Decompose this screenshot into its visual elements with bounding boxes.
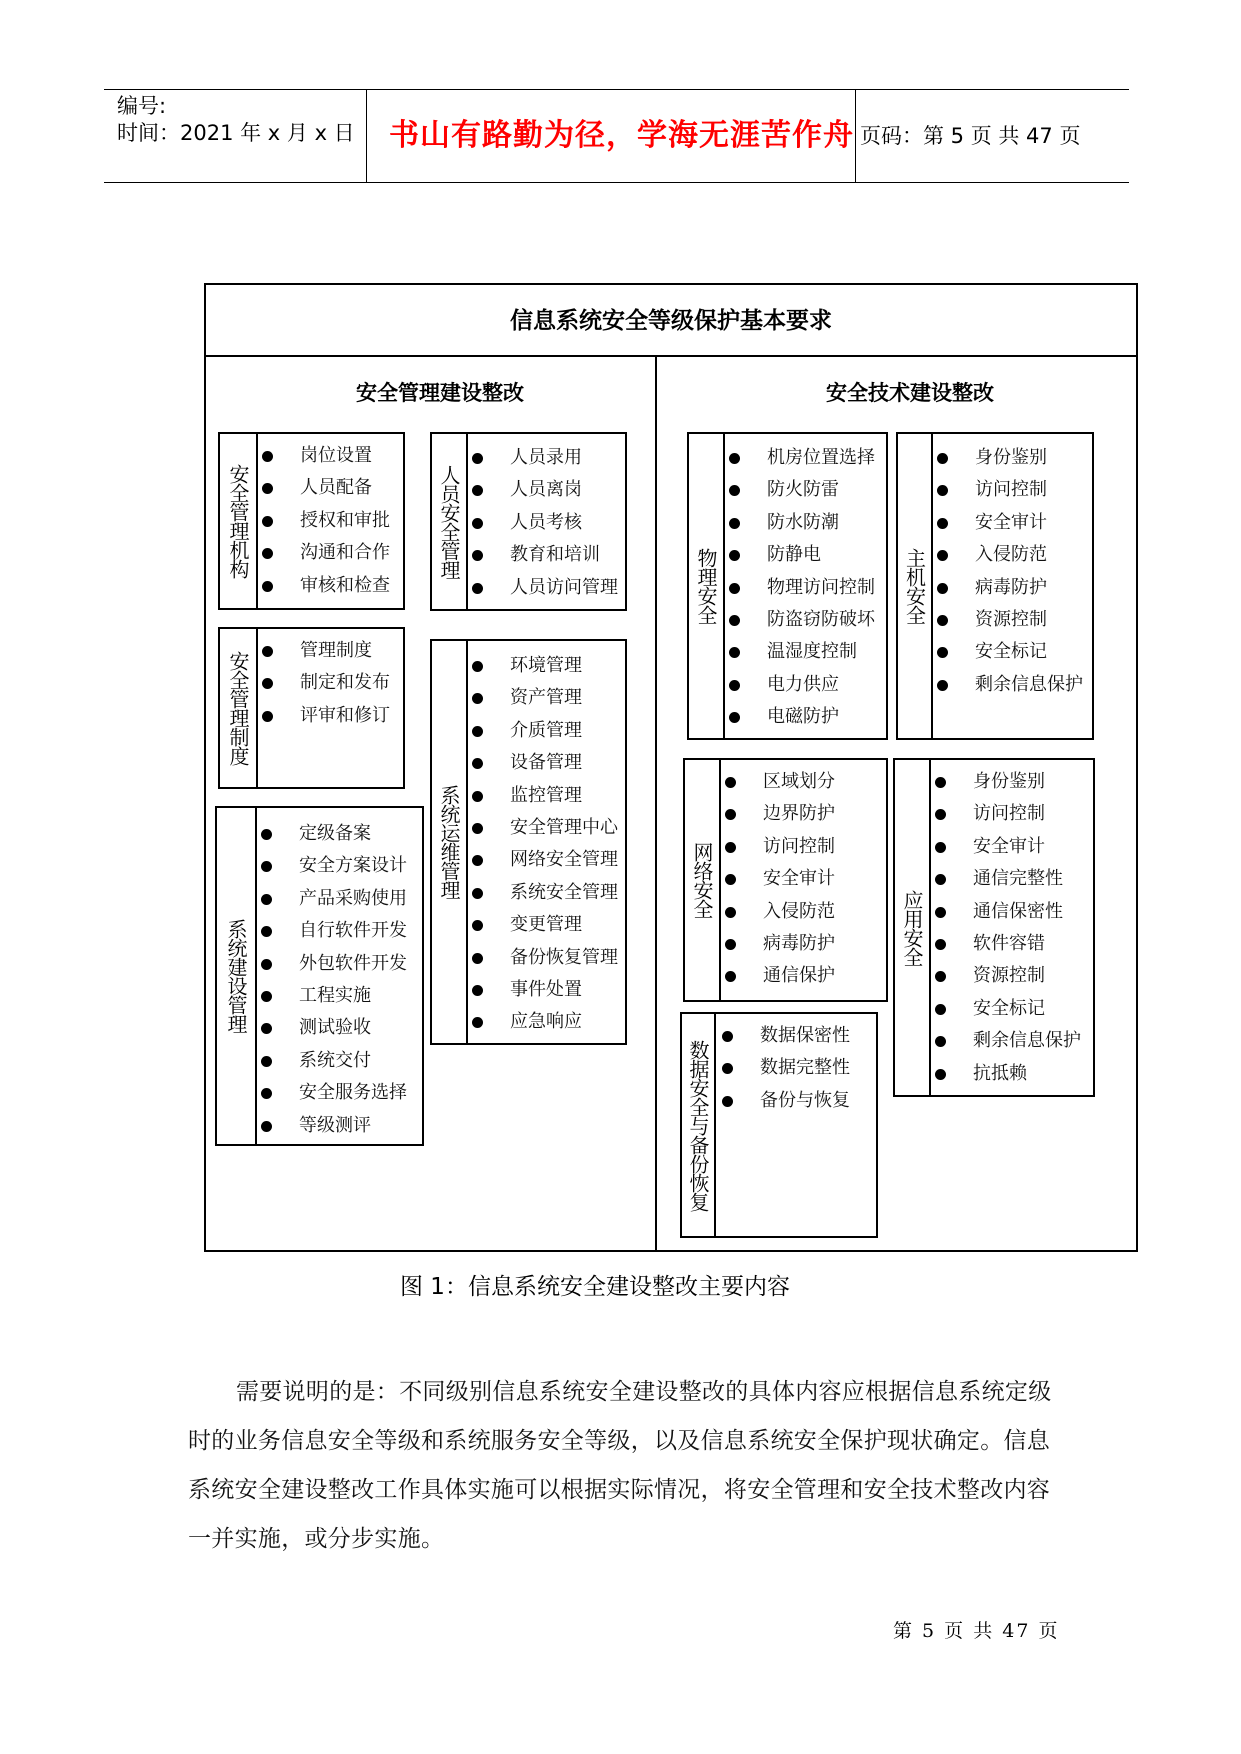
box-security-management-org: 安全管理机构 岗位设置 人员配备 授权和审批 沟通和合作 审核和检查 bbox=[218, 432, 405, 610]
header-divider-left bbox=[366, 89, 367, 182]
box-label: 数据安全与备份恢复 bbox=[686, 1039, 710, 1211]
box-application-security: 应用安全 身份鉴别 访问控制 安全审计 通信完整性 通信保密性 软件容错 资源控制 安全标记 剩余信息保护 抗抵赖 bbox=[893, 758, 1095, 1097]
header-bottom-rule bbox=[104, 182, 1129, 183]
diagram-title-rule bbox=[204, 355, 1138, 357]
box-label: 系统建设管理 bbox=[224, 919, 248, 1033]
box-label: 物理安全 bbox=[694, 548, 718, 624]
box-label: 安全管理制度 bbox=[226, 651, 250, 765]
box-personnel-security-management: 人员安全管理 人员录用 人员离岗 人员考核 教育和培训 人员访问管理 bbox=[430, 432, 627, 611]
box-physical-security: 物理安全 机房位置选择 防火防雷 防水防潮 防静电 物理访问控制 防盗窃防破坏 温湿度控制 电力供应 电磁防护 bbox=[687, 432, 888, 740]
box-label: 安全管理机构 bbox=[226, 464, 250, 578]
body-paragraph bbox=[188, 1368, 1058, 1564]
box-system-operations-management: 系统运维管理 环境管理 资产管理 介质管理 设备管理 监控管理 安全管理中心 网络安全管理 系统安全管理 变更管理 备份恢复管理 事件处置 应急响应 bbox=[430, 639, 627, 1045]
diagram-column-divider bbox=[655, 357, 657, 1252]
box-data-security-backup: 数据安全与备份恢复 数据保密性 数据完整性 备份与恢复 bbox=[680, 1012, 878, 1238]
page-footer: 第 5 页 共 47 页 bbox=[893, 1620, 1060, 1642]
box-network-security: 网络安全 区域划分 边界防护 访问控制 安全审计 入侵防范 病毒防护 通信保护 bbox=[683, 758, 888, 1002]
header-motto: 书山有路勤为径，学海无涯苦作舟 bbox=[389, 118, 854, 153]
box-label: 应用安全 bbox=[900, 889, 924, 966]
box-label: 人员安全管理 bbox=[437, 464, 461, 579]
serial-label: 编号: bbox=[117, 94, 167, 118]
box-label: 系统运维管理 bbox=[437, 785, 461, 899]
paragraph-text: 需要说明的是：不同级别信息系统安全建设整改的具体内容应根据信息系统定级时的业务信息安全等级和系统服务安全等级，以及信息系统安全保护现状确定。信息系统安全建设整改工作具体实施可以根据实际情况，将安全管理和安全技术整改内容一并实施，或分步实施。 bbox=[188, 1379, 1052, 1552]
box-label: 主机安全 bbox=[902, 548, 927, 624]
box-host-security: 主机安全 身份鉴别 访问控制 安全审计 入侵防范 病毒防护 资源控制 安全标记 剩余信息保护 bbox=[896, 432, 1094, 740]
box-system-construction-management: 系统建设管理 定级备案 安全方案设计 产品采购使用 自行软件开发 外包软件开发 工程实施 测试验收 系统交付 安全服务选择 等级测评 bbox=[215, 806, 424, 1146]
header-top-rule bbox=[104, 89, 1129, 90]
box-security-management-policy: 安全管理制度 管理制度 制定和发布 评审和修订 bbox=[218, 627, 405, 789]
figure-caption: 图 1：信息系统安全建设整改主要内容 bbox=[400, 1274, 790, 1300]
management-column-title: 安全管理建设整改 bbox=[356, 381, 524, 405]
diagram-title: 信息系统安全等级保护基本要求 bbox=[510, 308, 832, 334]
header-page-info: 页码：第 5 页 共 47 页 bbox=[860, 124, 1081, 148]
box-label: 网络安全 bbox=[690, 842, 714, 918]
header-divider-right bbox=[855, 89, 856, 182]
time-label: 时间：2021 年 x 月 x 日 bbox=[117, 121, 355, 145]
technical-column-title: 安全技术建设整改 bbox=[826, 381, 994, 405]
